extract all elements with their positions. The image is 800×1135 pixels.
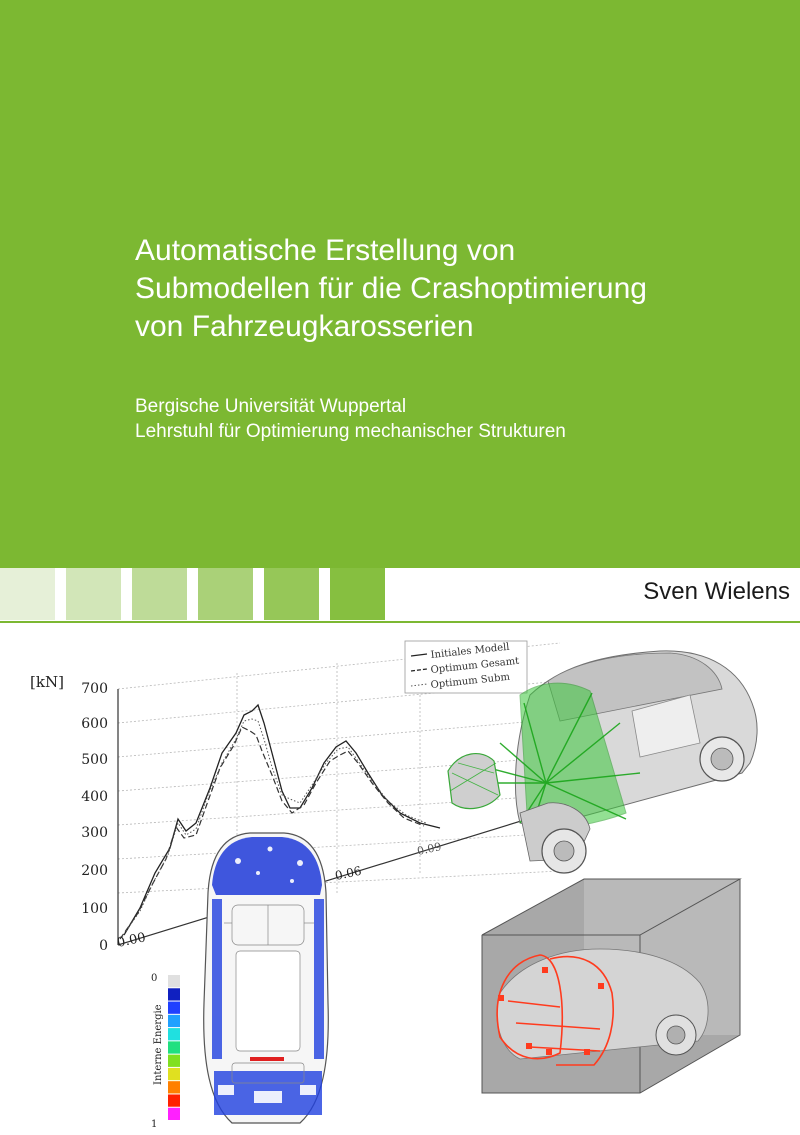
y-tick-600: 600 — [81, 716, 108, 732]
title-line-2: Submodellen für die Crashoptimierung — [135, 272, 647, 305]
y-axis-unit: [kN] — [30, 673, 64, 691]
legend-entry-1: Initiales Modell — [430, 641, 511, 661]
colorbar-swatch — [168, 1068, 180, 1080]
color-strip-1 — [0, 568, 55, 620]
colorbar-swatch — [168, 975, 180, 987]
colorbar-min-label: 0 — [151, 973, 158, 984]
color-strip-2 — [66, 568, 121, 620]
colorbar-swatch — [168, 1028, 180, 1040]
energy-colorbar — [151, 973, 180, 1130]
y-tick-400: 400 — [81, 789, 108, 805]
x-tick-006: 0.06 — [333, 863, 363, 883]
legend-entry-3: Optimum Subm — [430, 671, 511, 691]
x-tick-009: 0.09 — [415, 840, 443, 858]
color-strip-3 — [132, 568, 187, 620]
y-tick-300: 300 — [81, 825, 108, 841]
legend-entry-2: Optimum Gesamt — [430, 655, 520, 676]
colorbar-swatch — [168, 1002, 180, 1014]
color-strip-5 — [264, 568, 319, 620]
colorbar-swatch — [168, 988, 180, 1000]
institution — [135, 394, 775, 444]
y-tick-700: 700 — [81, 681, 108, 697]
cover-illustration — [0, 623, 800, 1135]
colorbar-swatch — [168, 1015, 180, 1027]
y-tick-0: 0 — [99, 938, 108, 954]
title-line-3: von Fahrzeugkarosserien — [135, 310, 474, 343]
colorbar-label: Interne Energie — [153, 1004, 164, 1085]
color-strip-6 — [330, 568, 385, 620]
colorbar-swatch — [168, 1094, 180, 1106]
car-top-view — [204, 833, 329, 1123]
colorbar-swatch — [168, 1041, 180, 1053]
colorbar-max-label: 1 — [151, 1119, 158, 1130]
title-line-1: Automatische Erstellung von — [135, 234, 516, 267]
submodel-box-view — [482, 879, 740, 1093]
color-strip-4 — [198, 568, 253, 620]
y-tick-200: 200 — [81, 863, 108, 879]
colorbar-swatch — [168, 1081, 180, 1093]
chair-name: Lehrstuhl für Optimierung mechanischer Strukturen — [135, 421, 566, 442]
university-name: Bergische Universität Wuppertal — [135, 396, 407, 417]
y-tick-100: 100 — [81, 901, 108, 917]
author-name: Sven Wielens — [643, 578, 790, 605]
book-title — [135, 232, 775, 346]
colorbar-swatch — [168, 1055, 180, 1067]
y-tick-500: 500 — [81, 752, 108, 768]
x-tick-0: 0.00 — [115, 930, 148, 951]
colorbar-swatch — [168, 1108, 180, 1120]
